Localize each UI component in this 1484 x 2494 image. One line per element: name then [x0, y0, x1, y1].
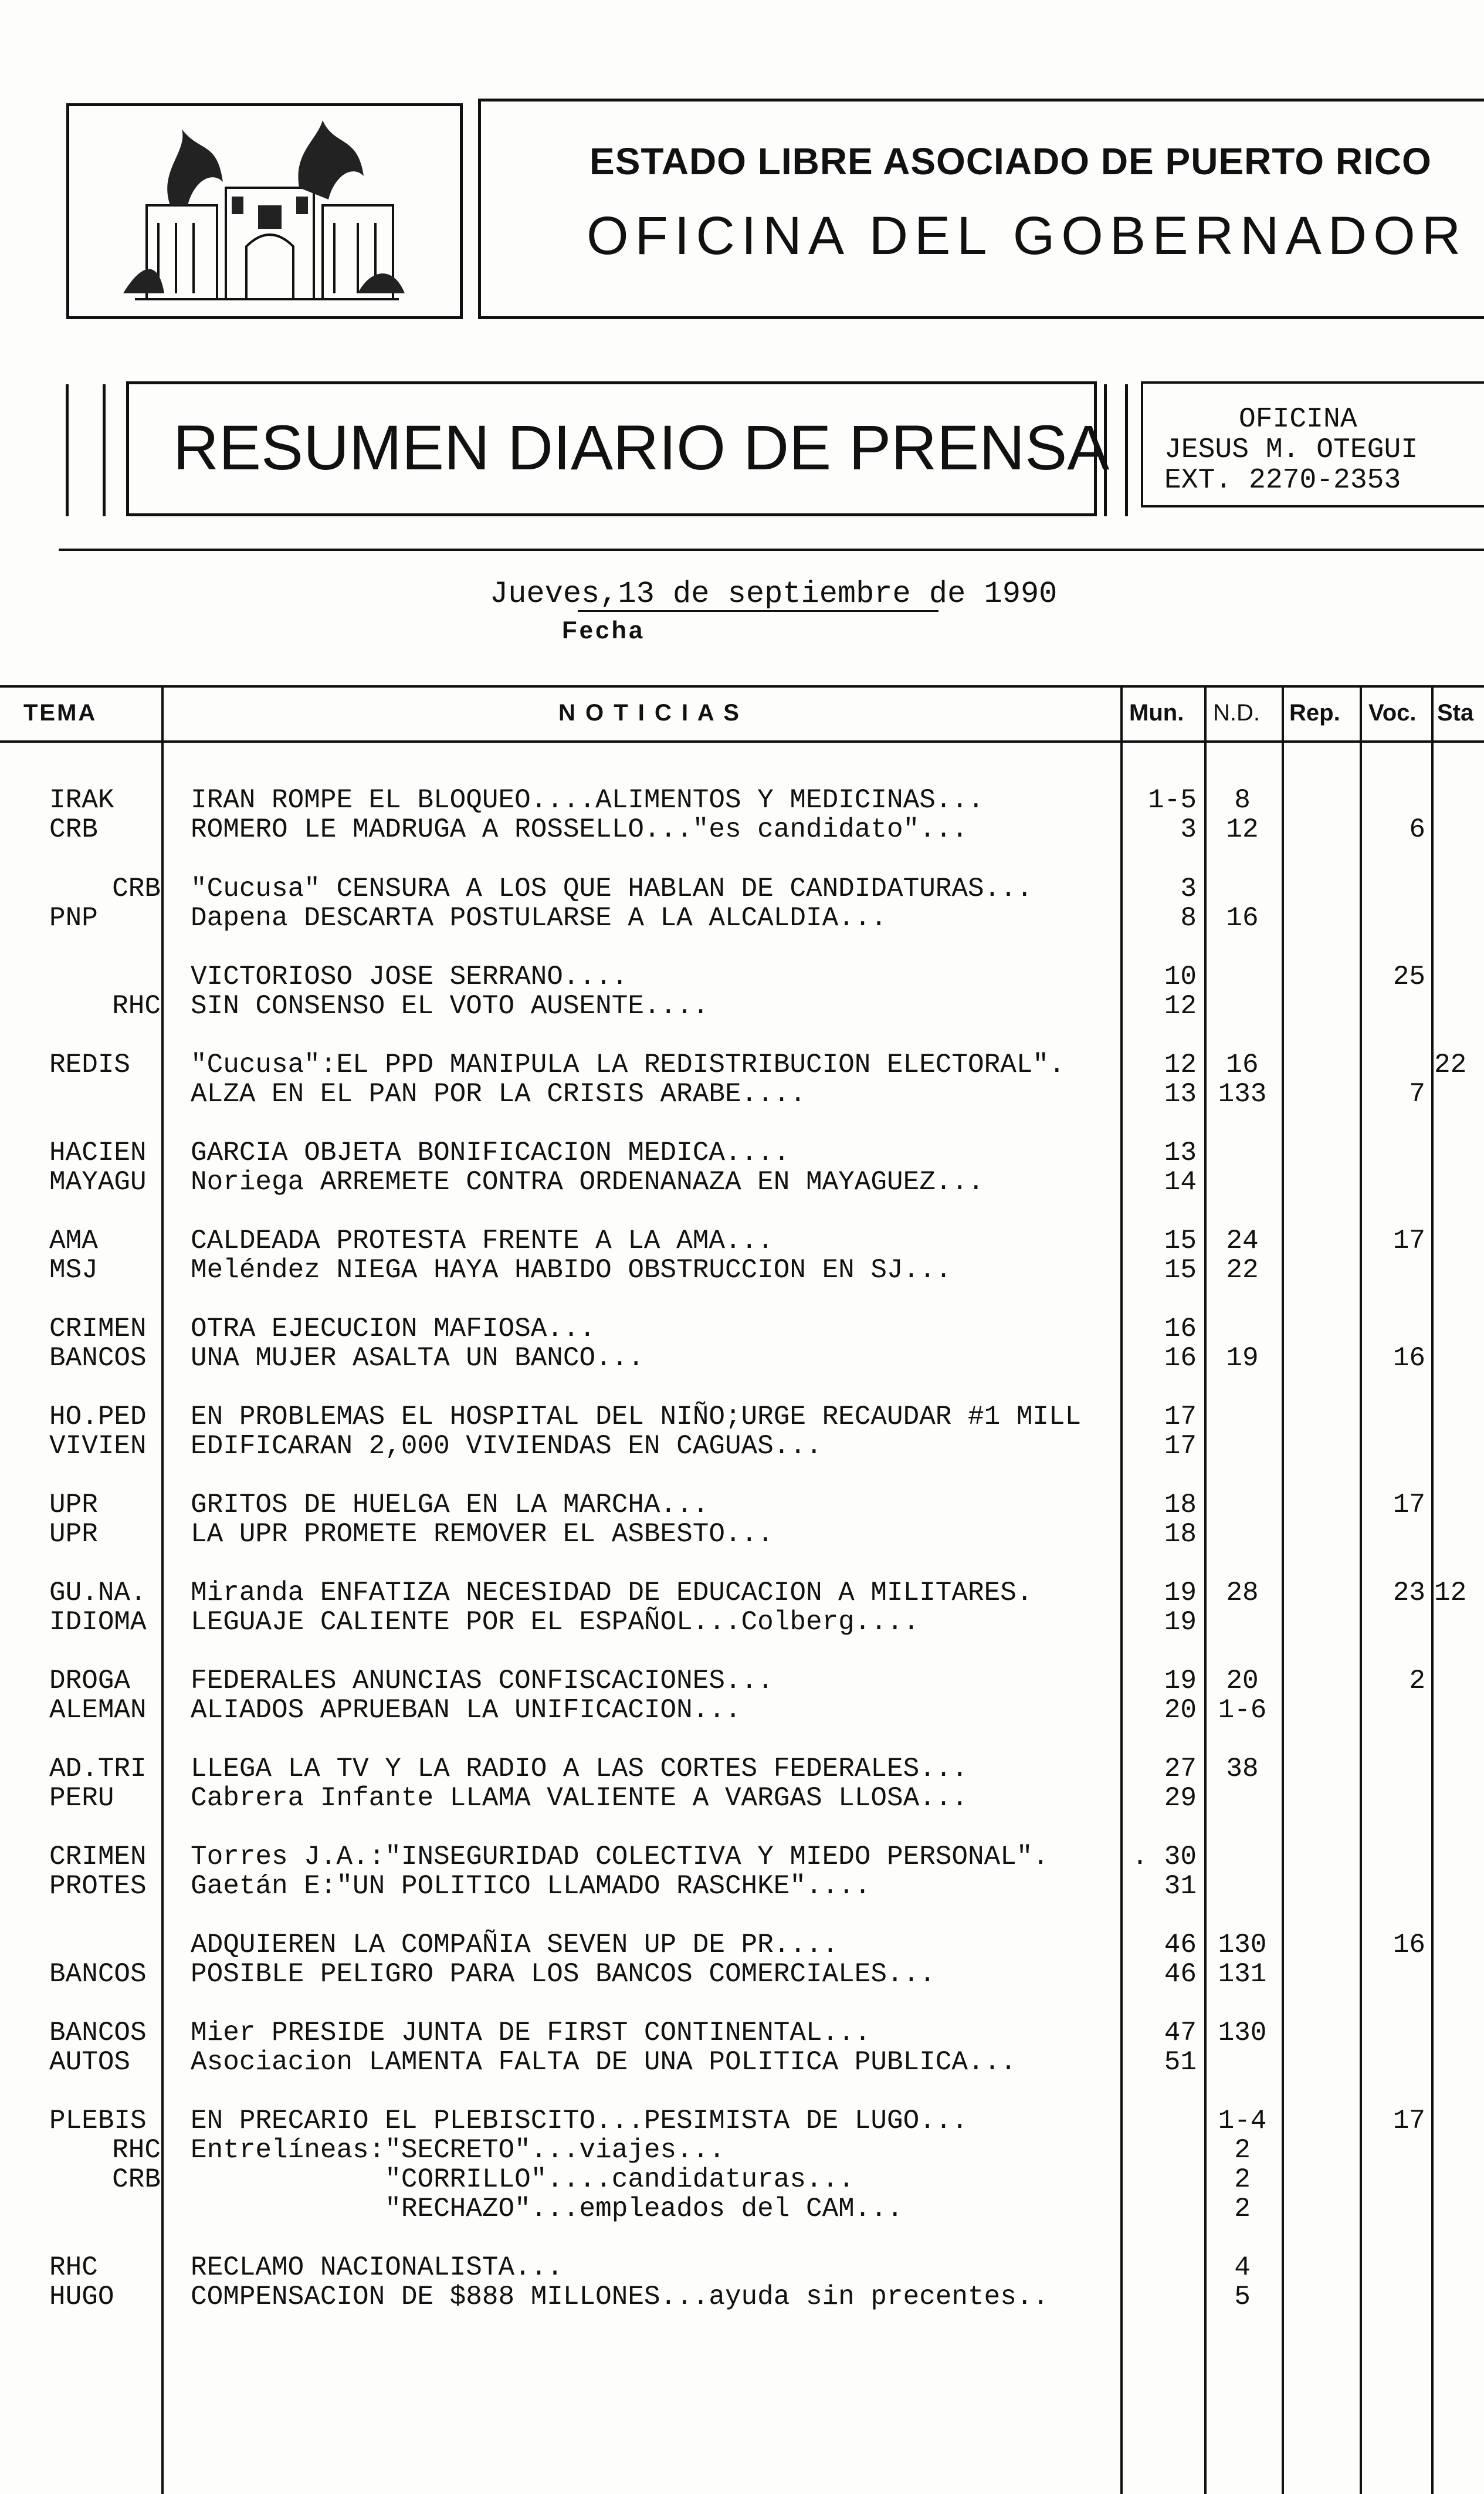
row-nd: 20 [1226, 1666, 1259, 1696]
row-mun: 3 [1180, 814, 1197, 845]
row-tema: IDIOMA [49, 1607, 147, 1637]
row-tema: HO.PED [49, 1402, 147, 1432]
row-tema: AUTOS [49, 2047, 131, 2077]
row-noticia: Entrelíneas:"SECRETO"...viajes... [191, 2135, 725, 2165]
col-header-tema: TEMA [23, 700, 97, 726]
row-mun: 19 [1164, 1578, 1197, 1608]
row-noticia: "RECHAZO"...empleados del CAM... [191, 2194, 903, 2224]
row-noticia: ADQUIEREN LA COMPAÑIA SEVEN UP DE PR.... [191, 1930, 839, 1960]
row-noticia: CALDEADA PROTESTA FRENTE A LA AMA... [191, 1226, 774, 1256]
row-voc: 16 [1392, 1343, 1425, 1373]
row-voc: 2 [1409, 1666, 1425, 1696]
government-name: ESTADO LIBRE ASOCIADO DE PUERTO RICO [589, 140, 1432, 182]
table-header-rule [0, 740, 1484, 743]
row-noticia: Gaetán E:"UN POLITICO LLAMADO RASCHKE".... [191, 1871, 871, 1901]
banner-bar [1104, 384, 1107, 516]
column-rule [1282, 685, 1284, 2494]
row-mun: 17 [1164, 1402, 1197, 1432]
row-voc: 23 [1392, 1578, 1425, 1608]
row-noticia: EN PROBLEMAS EL HOSPITAL DEL NIÑO;URGE RECAUDAR #1 MILL [191, 1402, 1082, 1432]
table-top-rule [0, 685, 1484, 688]
row-voc: 16 [1392, 1930, 1425, 1960]
row-noticia: EDIFICARAN 2,000 VIVIENDAS EN CAGUAS... [191, 1431, 822, 1461]
date-label: Fecha [562, 616, 645, 644]
row-mun: 12 [1164, 1050, 1197, 1080]
row-tema: BANCOS [49, 2018, 147, 2048]
row-tema: UPR [49, 1519, 98, 1549]
date-underline [578, 610, 938, 612]
col-header-rep: Rep. [1289, 700, 1340, 726]
row-mun: 12 [1164, 991, 1197, 1021]
row-mun: 1-5 [1148, 785, 1197, 815]
row-noticia: LEGUAJE CALIENTE POR EL ESPAÑOL...Colberg.... [191, 1607, 920, 1637]
row-nd: 1-6 [1218, 1695, 1267, 1725]
banner-bar [66, 384, 69, 516]
row-noticia: OTRA EJECUCION MAFIOSA... [191, 1314, 596, 1344]
row-mun: . 30 [1131, 1842, 1197, 1872]
column-rule [1204, 685, 1207, 2494]
row-voc: 17 [1392, 1490, 1425, 1520]
row-voc: 7 [1409, 1079, 1425, 1109]
row-noticia: GRITOS DE HUELGA EN LA MARCHA... [191, 1490, 709, 1520]
banner-title: RESUMEN DIARIO DE PRENSA [173, 412, 1110, 483]
row-noticia: Cabrera Infante LLAMA VALIENTE A VARGAS LLOSA... [191, 1783, 968, 1813]
row-noticia: "Cucusa":EL PPD MANIPULA LA REDISTRIBUCION ELECTORAL". [191, 1050, 1065, 1080]
row-tema: AMA [49, 1226, 98, 1256]
row-nd: 130 [1218, 1930, 1267, 1960]
row-mun: 3 [1180, 874, 1197, 904]
row-nd: 1-4 [1218, 2106, 1267, 2136]
row-nd: 38 [1226, 1754, 1259, 1784]
row-voc: 25 [1392, 962, 1425, 992]
row-noticia: LLEGA LA TV Y LA RADIO A LAS CORTES FEDERALES... [191, 1754, 968, 1784]
row-tema: GU.NA. [49, 1578, 147, 1608]
row-mun: 16 [1164, 1343, 1197, 1373]
row-tema: UPR [49, 1490, 98, 1520]
row-mun: 18 [1164, 1490, 1197, 1520]
row-tema: MAYAGU [49, 1167, 147, 1197]
row-noticia: "CORRILLO"....candidaturas... [191, 2164, 855, 2195]
row-nd: 28 [1226, 1578, 1259, 1608]
office-contact: JESUS M. OTEGUI [1164, 434, 1418, 466]
row-tema: BANCOS [49, 1959, 147, 1989]
col-header-mun: Mun. [1129, 700, 1184, 726]
row-noticia: Mier PRESIDE JUNTA DE FIRST CONTINENTAL... [191, 2018, 871, 2048]
row-mun: 29 [1164, 1783, 1197, 1813]
row-mun: 27 [1164, 1754, 1197, 1784]
row-noticia: Meléndez NIEGA HAYA HABIDO OBSTRUCCION EN SJ... [191, 1255, 952, 1285]
row-noticia: UNA MUJER ASALTA UN BANCO... [191, 1343, 644, 1373]
divider [59, 549, 1484, 551]
row-tema: PLEBIS [49, 2106, 147, 2136]
row-mun: 51 [1164, 2047, 1197, 2077]
row-noticia: ROMERO LE MADRUGA A ROSSELLO..."es candidato"... [191, 814, 968, 845]
row-nd: 133 [1218, 1079, 1267, 1109]
row-noticia: Dapena DESCARTA POSTULARSE A LA ALCALDIA... [191, 903, 887, 933]
row-nd: 16 [1226, 903, 1259, 933]
row-nd: 130 [1218, 2018, 1267, 2048]
row-mun: 18 [1164, 1519, 1197, 1549]
row-noticia: EN PRECARIO EL PLEBISCITO...PESIMISTA DE LUGO... [191, 2106, 968, 2136]
row-mun: 15 [1164, 1226, 1197, 1256]
col-header-nd: N.D. [1213, 700, 1260, 726]
row-tema: AD.TRI [49, 1754, 147, 1784]
row-tema: RHC [112, 2135, 161, 2165]
row-noticia: LA UPR PROMETE REMOVER EL ASBESTO... [191, 1519, 774, 1549]
col-header-noticias: N O T I C I A S [558, 700, 741, 726]
row-nd: 16 [1226, 1050, 1259, 1080]
row-noticia: Torres J.A.:"INSEGURIDAD COLECTIVA Y MIEDO PERSONAL". [191, 1842, 1049, 1872]
row-tema: RHC [112, 991, 161, 1021]
row-tema: CRIMEN [49, 1842, 147, 1872]
row-noticia: GARCIA OBJETA BONIFICACION MEDICA.... [191, 1138, 790, 1168]
row-tema: BANCOS [49, 1343, 147, 1373]
row-mun: 19 [1164, 1607, 1197, 1637]
row-mun: 10 [1164, 962, 1197, 992]
row-noticia: Miranda ENFATIZA NECESIDAD DE EDUCACION A MILITARES. [191, 1578, 1033, 1608]
row-nd: 5 [1234, 2282, 1251, 2312]
row-mun: 20 [1164, 1695, 1197, 1725]
column-rule [161, 685, 164, 2494]
row-nd: 2 [1234, 2194, 1251, 2224]
row-mun: 31 [1164, 1871, 1197, 1901]
row-nd: 24 [1226, 1226, 1259, 1256]
row-tema: PERU [49, 1783, 114, 1813]
row-noticia: "Cucusa" CENSURA A LOS QUE HABLAN DE CANDIDATURAS... [191, 874, 1033, 904]
row-nd: 12 [1226, 814, 1259, 845]
row-voc: 17 [1392, 1226, 1425, 1256]
row-tema: MSJ [49, 1255, 98, 1285]
row-noticia: Noriega ARREMETE CONTRA ORDENANAZA EN MAYAGUEZ... [191, 1167, 984, 1197]
row-tema: CRB [112, 874, 161, 904]
row-nd: 19 [1226, 1343, 1259, 1373]
row-noticia: RECLAMO NACIONALISTA... [191, 2252, 563, 2283]
row-voc: 17 [1392, 2106, 1425, 2136]
row-mun: 16 [1164, 1314, 1197, 1344]
row-tema: REDIS [49, 1050, 131, 1080]
row-tema: RHC [49, 2252, 98, 2283]
banner-bar [1125, 384, 1128, 516]
office-label: OFICINA [1239, 404, 1357, 435]
row-tema: IRAK [49, 785, 114, 815]
row-nd: 8 [1234, 785, 1251, 815]
row-tema: ALEMAN [49, 1695, 147, 1725]
office-name: OFICINA DEL GOBERNADOR [587, 206, 1468, 266]
banner-bar [103, 384, 106, 516]
row-tema: PROTES [49, 1871, 147, 1901]
row-mun: 14 [1164, 1167, 1197, 1197]
row-tema: VIVIEN [49, 1431, 147, 1461]
row-tema: CRB [49, 814, 98, 845]
row-noticia: VICTORIOSO JOSE SERRANO.... [191, 962, 628, 992]
row-noticia: FEDERALES ANUNCIAS CONFISCACIONES... [191, 1666, 774, 1696]
row-tema: HACIEN [49, 1138, 147, 1168]
row-sta: 12 [1434, 1578, 1467, 1608]
row-mun: 13 [1164, 1138, 1197, 1168]
row-nd: 22 [1226, 1255, 1259, 1285]
fortaleza-logo-icon [123, 117, 405, 311]
row-tema: CRIMEN [49, 1314, 147, 1344]
row-mun: 46 [1164, 1959, 1197, 1989]
date-value: Jueves,13 de septiembre de 1990 [490, 577, 1058, 611]
row-mun: 46 [1164, 1930, 1197, 1960]
row-sta: 22 [1434, 1050, 1467, 1080]
row-noticia: IRAN ROMPE EL BLOQUEO....ALIMENTOS Y MEDICINAS... [191, 785, 984, 815]
row-nd: 4 [1234, 2252, 1251, 2283]
row-mun: 13 [1164, 1079, 1197, 1109]
row-tema: PNP [49, 903, 98, 933]
row-tema: DROGA [49, 1666, 131, 1696]
row-mun: 47 [1164, 2018, 1197, 2048]
row-voc: 6 [1409, 814, 1425, 845]
row-tema: HUGO [49, 2282, 114, 2312]
row-mun: 19 [1164, 1666, 1197, 1696]
row-mun: 15 [1164, 1255, 1197, 1285]
row-nd: 131 [1218, 1959, 1267, 1989]
row-noticia: SIN CONSENSO EL VOTO AUSENTE.... [191, 991, 709, 1021]
row-mun: 17 [1164, 1431, 1197, 1461]
col-header-voc: Voc. [1368, 700, 1417, 726]
row-noticia: COMPENSACION DE $888 MILLONES...ayuda sin precentes.. [191, 2282, 1049, 2312]
row-nd: 2 [1234, 2135, 1251, 2165]
row-noticia: ALIADOS APRUEBAN LA UNIFICACION... [191, 1695, 741, 1725]
column-rule [1431, 685, 1434, 2494]
row-noticia: ALZA EN EL PAN POR LA CRISIS ARABE.... [191, 1079, 806, 1109]
row-noticia: Asociacion LAMENTA FALTA DE UNA POLITICA PUBLICA... [191, 2047, 1017, 2077]
row-noticia: POSIBLE PELIGRO PARA LOS BANCOS COMERCIALES... [191, 1959, 936, 1989]
row-nd: 2 [1234, 2164, 1251, 2195]
col-header-sta: Sta [1437, 700, 1474, 726]
row-mun: 8 [1180, 903, 1197, 933]
office-extension: EXT. 2270-2353 [1164, 465, 1401, 496]
row-tema: CRB [112, 2164, 161, 2195]
